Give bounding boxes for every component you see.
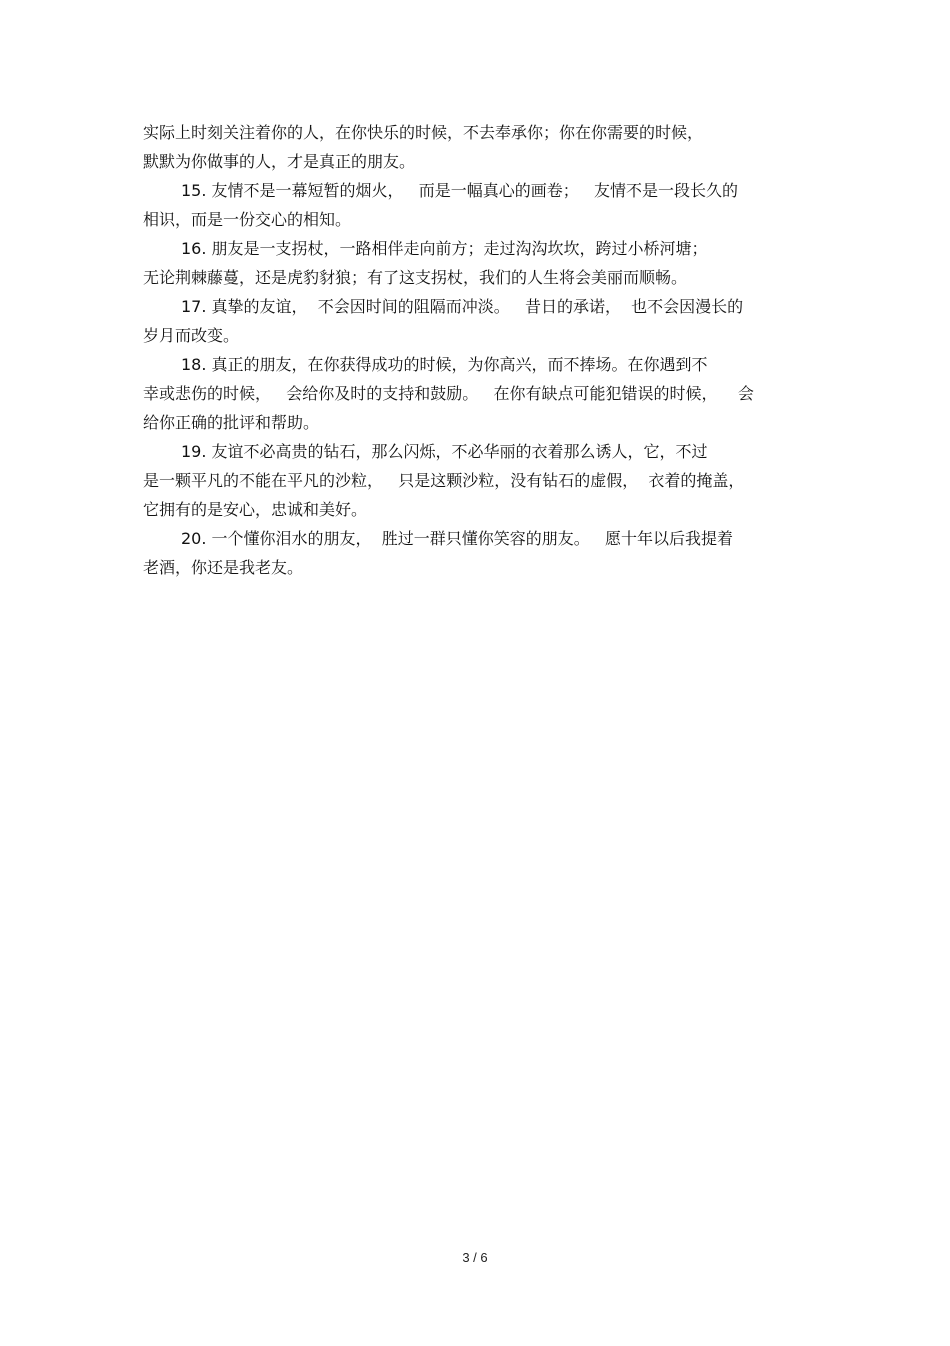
paragraph-line: 19. 友谊不必高贵的钻石，那么闪烁，不必华丽的衣着那么诱人，它，不过 (181, 442, 708, 461)
paragraph-line: 相识，而是一份交心的相知。 (143, 210, 352, 229)
paragraph-item-15 (143, 176, 813, 234)
paragraph-line: 实际上时刻关注着你的人，在你快乐的时候，不去奉承你；你在你需要的时候， (143, 123, 704, 142)
paragraph-item-18 (143, 350, 813, 437)
paragraph-line: 岁月而改变。 (143, 326, 240, 345)
paragraph-item-20 (143, 524, 813, 582)
paragraph-item-17 (143, 292, 813, 350)
paragraph-continuation (143, 118, 813, 176)
paragraph-line: 给你正确的批评和帮助。 (143, 413, 320, 432)
page-number: 3 / 6 (462, 1250, 488, 1265)
paragraph-line: 老酒，你还是我老友。 (143, 558, 304, 577)
paragraph-line: 20. 一个懂你泪水的朋友， 胜过一群只懂你笑容的朋友。 愿十年以后我提着 (181, 529, 733, 548)
paragraph-item-16 (143, 234, 813, 292)
paragraph-line: 默默为你做事的人，才是真正的朋友。 (143, 152, 416, 171)
document-body (143, 118, 813, 582)
paragraph-line: 16. 朋友是一支拐杖，一路相伴走向前方；走过沟沟坎坎，跨过小桥河塘； (181, 239, 708, 258)
paragraph-line: 18. 真正的朋友，在你获得成功的时候，为你高兴，而不捧场。在你遇到不 (181, 355, 708, 374)
paragraph-line: 幸或悲伤的时候， 会给你及时的支持和鼓励。 在你有缺点可能犯错误的时候， 会 (143, 384, 754, 403)
paragraph-line: 是一颗平凡的不能在平凡的沙粒， 只是这颗沙粒，没有钻石的虚假， 衣着的掩盖， (143, 471, 745, 490)
paragraph-line: 15. 友情不是一幕短暂的烟火， 而是一幅真心的画卷； 友情不是一段长久的 (181, 181, 739, 200)
paragraph-line: 17. 真挚的友谊， 不会因时间的阻隔而冲淡。 昔日的承诺， 也不会因漫长的 (181, 297, 744, 316)
paragraph-line: 它拥有的是安心，忠诚和美好。 (143, 500, 368, 519)
paragraph-line: 无论荆棘藤蔓，还是虎豹豺狼；有了这支拐杖，我们的人生将会美丽而顺畅。 (143, 268, 688, 287)
paragraph-item-19 (143, 437, 813, 524)
